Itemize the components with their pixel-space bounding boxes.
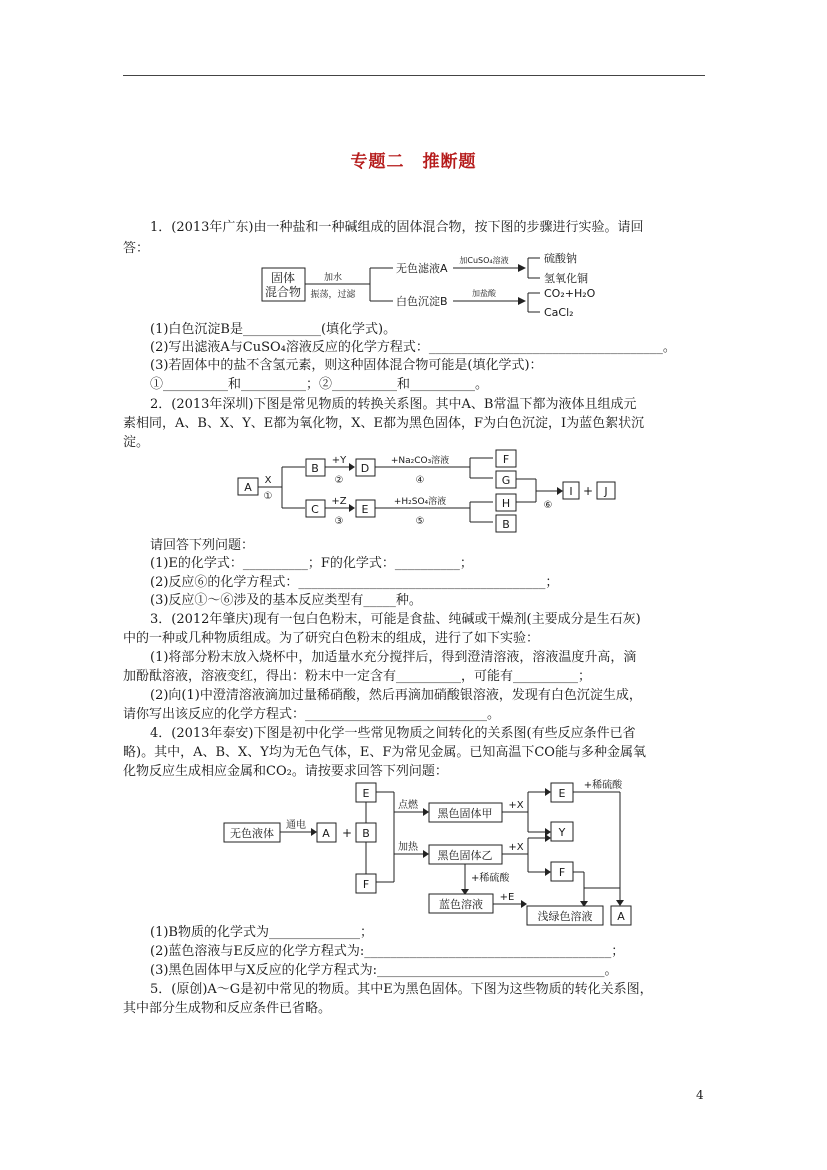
- step-label: 加水: [323, 273, 343, 283]
- page-title: 专题二 推断题: [350, 152, 477, 172]
- node-label: 浅绿色溶液: [537, 910, 593, 923]
- text-line: (2)蓝色溶液与E反应的化学方程式为:______________________________________；: [150, 944, 625, 959]
- text-line: 答：: [123, 241, 150, 256]
- edge-label: ④: [415, 475, 425, 486]
- text-line: 5．(原创)A～G是初中常见的物质。其中E为黑色固体。下图为这些物质的转化关系图，: [150, 982, 653, 997]
- edge-label: ①: [263, 491, 273, 502]
- edge-label: 加热: [398, 842, 418, 853]
- text-line: 加酚酞溶液，溶液变红，得出：粉末中一定含有__________，可能有__________；: [123, 669, 592, 684]
- node-label: 固体混合物: [264, 271, 302, 299]
- text-line: (1)白色沉淀B是____________(填化学式)。: [150, 322, 397, 337]
- text-line: 请回答下列问题：: [150, 538, 255, 553]
- edge-label: 通电: [286, 820, 306, 831]
- text-line: (2)反应⑥的化学方程式：______________________________________；: [150, 575, 559, 590]
- edge-label: +E: [499, 892, 515, 903]
- edge-label: +Y: [331, 455, 347, 466]
- text-line: 2．(2013年深圳)下图是常见物质的转换关系图。其中A、B常温下都为液体且组成元: [150, 397, 637, 412]
- product-label: 氢氧化铜: [544, 272, 588, 285]
- node-label: 黑色固体乙: [437, 849, 493, 862]
- edge-label: ③: [334, 516, 344, 527]
- edge-label: +Na₂CO₃溶液: [390, 456, 450, 466]
- node-label: A: [617, 910, 625, 923]
- plus-sign: +: [582, 484, 594, 498]
- node-label: Y: [558, 826, 566, 839]
- text-line: (2)向(1)中澄清溶液滴加过量稀硝酸，然后再滴加硝酸银溶液，发现有白色沉淀生成，: [150, 688, 642, 703]
- text-line: 请你写出该反应的化学方程式：____________________________。: [123, 707, 501, 722]
- text-line: 略)。其中，A、B、X、Y均为无色气体，E、F为常见金属。已知高温下CO能与多种金属氧: [123, 745, 646, 760]
- node-label: 无色液体: [230, 827, 274, 840]
- text-line: 4．(2013年泰安)下图是初中化学一些常见物质之间转化的关系图(有些反应条件已省: [150, 726, 636, 741]
- text-line: 其中部分生成物和反应条件已省略。: [123, 1001, 332, 1016]
- node-label: A: [322, 827, 330, 840]
- text-line: (2)写出滤液A与CuSO₄溶液反应的化学方程式：____________________________________。: [150, 340, 676, 355]
- text-line: (3)反应①～⑥涉及的基本反应类型有_____种。: [150, 593, 422, 608]
- node-label: J: [604, 485, 608, 498]
- edge-label: ②: [334, 475, 344, 486]
- text-line: ①__________和__________；②__________和__________。: [150, 377, 489, 392]
- node-label: B: [502, 518, 510, 531]
- node-label: A: [244, 481, 252, 494]
- node-label: 蓝色溶液: [439, 898, 483, 911]
- edge-label: +Z: [331, 496, 347, 507]
- plus-sign: +: [341, 826, 353, 840]
- reagent-label: 加盐酸: [472, 289, 496, 298]
- node-label: B: [311, 462, 319, 475]
- node-label: E: [361, 503, 369, 516]
- node-label: F: [558, 866, 566, 879]
- edge-label: +X: [508, 800, 524, 811]
- node-label: H: [501, 497, 511, 510]
- node-label: E: [362, 787, 370, 800]
- node-label: D: [360, 462, 370, 475]
- text-line: 化物反应生成相应金属和CO₂。请按要求回答下列问题：: [123, 764, 448, 779]
- text-line: 3．(2012年肇庆)现有一包白色粉末，可能是食盐、纯碱或干燥剂(主要成分是生石灰): [150, 612, 641, 627]
- edge-label: ⑥: [543, 500, 553, 511]
- text-line: (1)E的化学式：__________；F的化学式：__________；: [150, 556, 473, 571]
- step-label: 振荡，过滤: [310, 290, 356, 300]
- edge-label: ⑤: [415, 516, 425, 527]
- text-line: 素相同，A、B、X、Y、E都为氧化物，X、E都为黑色固体，F为白色沉淀，I为蓝色絮状沉: [123, 416, 645, 431]
- node-label: F: [502, 453, 510, 466]
- text-line: (1)将部分粉末放入烧杯中，加适量水充分搅拌后，得到澄清溶液，溶液温度升高，滴: [150, 650, 637, 665]
- product-label: CaCl₂: [544, 306, 574, 319]
- page-number: 4: [696, 1088, 704, 1102]
- product-label: CO₂+H₂O: [544, 287, 596, 300]
- node-label: E: [558, 787, 566, 800]
- node-label: F: [362, 878, 370, 891]
- edge-label: +H₂SO₄溶液: [393, 497, 447, 507]
- node-label: I: [569, 485, 573, 498]
- text-line: (3)黑色固体甲与X反应的化学方程式为:___________________________________。: [150, 963, 618, 978]
- node-label: G: [501, 474, 511, 487]
- edge-label: +稀硫酸: [583, 780, 623, 791]
- text-line: (1)B物质的化学式为______________；: [150, 925, 373, 940]
- reagent-label: 加CuSO₄溶液: [459, 256, 509, 265]
- node-label: C: [311, 503, 319, 516]
- node-label: B: [362, 827, 370, 840]
- node-label: 无色滤液A: [396, 262, 448, 275]
- node-label: 白色沉淀B: [396, 295, 448, 308]
- edge-label: X: [264, 475, 272, 486]
- text-line: 淀。: [123, 435, 150, 450]
- node-label: 黑色固体甲: [437, 807, 493, 820]
- text-line: 1．(2013年广东)由一种盐和一种碱组成的固体混合物，按下图的步骤进行实验。请回: [150, 220, 644, 235]
- text-line: (3)若固体中的盐不含氢元素，则这种固体混合物可能是(填化学式)：: [150, 358, 543, 373]
- text-line: 中的一种或几种物质组成。为了研究白色粉末的组成，进行了如下实验：: [123, 631, 540, 646]
- edge-label: +稀硫酸: [471, 873, 510, 884]
- edge-label: +X: [508, 842, 524, 853]
- edge-label: 点燃: [398, 800, 418, 811]
- product-label: 硫酸钠: [544, 252, 577, 265]
